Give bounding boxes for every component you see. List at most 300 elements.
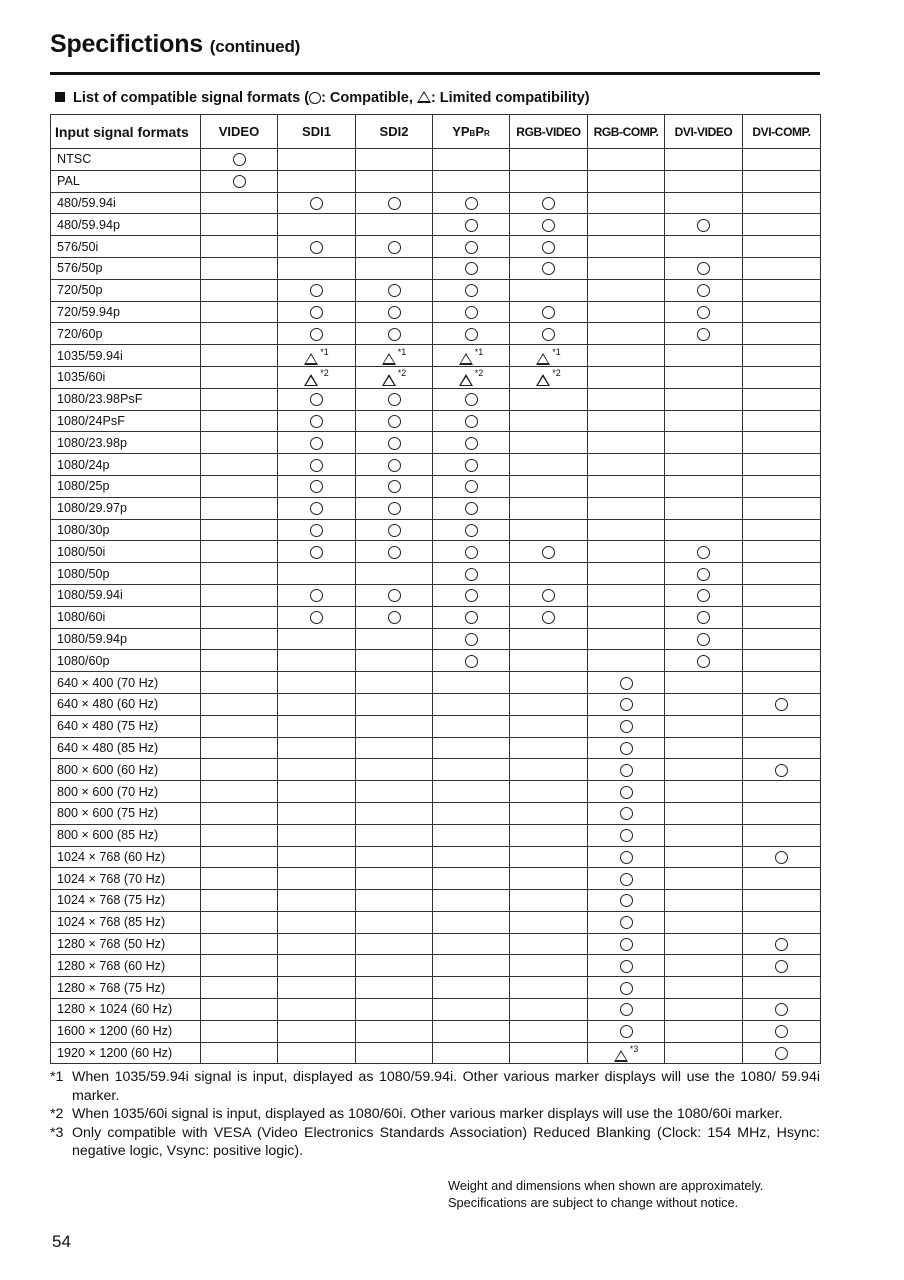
list-heading-prefix: List of compatible signal formats ( [73, 90, 310, 106]
compatibility-cell [278, 628, 356, 650]
circle-compatible-icon [542, 328, 555, 341]
circle-compatible-icon [465, 480, 478, 493]
compatibility-cell [433, 236, 510, 258]
compatibility-cell [665, 323, 743, 345]
compatibility-cell [278, 868, 356, 890]
circle-compatible-icon [388, 502, 401, 515]
compatibility-cell [201, 693, 278, 715]
footnote-ref: *1 [397, 346, 407, 357]
circle-compatible-icon [697, 655, 710, 668]
compatibility-cell [433, 868, 510, 890]
compatibility-cell [201, 497, 278, 519]
compatibility-cell [588, 606, 665, 628]
compatibility-cell [665, 454, 743, 476]
title-subtitle: (continued) [209, 37, 301, 56]
compatibility-cell [278, 454, 356, 476]
compatibility-cell [433, 454, 510, 476]
compatibility-cell [510, 737, 588, 759]
compatibility-cell [510, 584, 588, 606]
compatibility-cell [510, 693, 588, 715]
compatibility-cell [743, 345, 821, 367]
compatibility-cell [278, 759, 356, 781]
compatibility-cell [665, 955, 743, 977]
compatibility-cell [510, 999, 588, 1021]
compatibility-cell [510, 868, 588, 890]
signal-format-name: 1080/30p [51, 519, 201, 541]
compatibility-cell [588, 1042, 665, 1064]
compatibility-cell [356, 170, 433, 192]
table-row [51, 432, 821, 454]
compatibility-cell [743, 323, 821, 345]
compatibility-cell [665, 781, 743, 803]
compatibility-cell [588, 410, 665, 432]
compatibility-cell [743, 1042, 821, 1064]
table-row [51, 563, 821, 585]
compatibility-cell [665, 824, 743, 846]
compatibility-cell [278, 672, 356, 694]
circle-compatible-icon [465, 568, 478, 581]
compatibility-cell [743, 475, 821, 497]
circle-compatible-icon [775, 938, 788, 951]
compatibility-cell [588, 301, 665, 323]
signal-format-name: 576/50i [51, 236, 201, 258]
circle-compatible-icon [542, 262, 555, 275]
signal-format-name: 800 × 600 (70 Hz) [51, 781, 201, 803]
table-row [51, 781, 821, 803]
compatibility-cell [588, 279, 665, 301]
signal-format-name: PAL [51, 170, 201, 192]
compatibility-cell [356, 584, 433, 606]
compatibility-cell [510, 911, 588, 933]
compatibility-cell [356, 802, 433, 824]
compatibility-cell [588, 1020, 665, 1042]
compatibility-cell [278, 301, 356, 323]
circle-compatible-icon [310, 480, 323, 493]
compatibility-cell [433, 366, 510, 388]
compatibility-cell [356, 257, 433, 279]
compatibility-cell [278, 802, 356, 824]
triangle-limited-icon [614, 1050, 628, 1062]
compatibility-cell [743, 432, 821, 454]
compatibility-cell [356, 737, 433, 759]
signal-format-name: 1080/60i [51, 606, 201, 628]
circle-compatible-icon [465, 328, 478, 341]
circle-compatible-icon [309, 92, 321, 104]
footnote [50, 1105, 820, 1124]
compatibility-cell [433, 432, 510, 454]
compatibility-cell [588, 824, 665, 846]
circle-compatible-icon [775, 1003, 788, 1016]
compatibility-cell [743, 410, 821, 432]
compatibility-cell [510, 890, 588, 912]
compatibility-cell [665, 759, 743, 781]
circle-compatible-icon [465, 502, 478, 515]
compatibility-cell [278, 236, 356, 258]
circle-compatible-icon [697, 633, 710, 646]
compatibility-cell [356, 606, 433, 628]
ypbpr-b: B [469, 129, 476, 138]
compatibility-cell [201, 977, 278, 999]
compatibility-cell [743, 802, 821, 824]
compatibility-cell [356, 301, 433, 323]
compatibility-cell [201, 475, 278, 497]
compatibility-cell [665, 345, 743, 367]
compatibility-cell [743, 563, 821, 585]
circle-compatible-icon [620, 851, 633, 864]
circle-compatible-icon [775, 764, 788, 777]
compatibility-cell [356, 955, 433, 977]
footnote-ref: *1 [320, 346, 329, 357]
compatibility-cell [665, 214, 743, 236]
table-row [51, 149, 821, 171]
circle-compatible-icon [620, 894, 633, 907]
circle-compatible-icon [697, 306, 710, 319]
circle-compatible-icon [310, 459, 323, 472]
circle-compatible-icon [465, 393, 478, 406]
signal-format-name: 1024 × 768 (70 Hz) [51, 868, 201, 890]
circle-compatible-icon [465, 284, 478, 297]
compatibility-cell [278, 149, 356, 171]
signal-format-name: 1080/60p [51, 650, 201, 672]
compatibility-cell [588, 454, 665, 476]
compatibility-cell [743, 672, 821, 694]
table-row [51, 366, 821, 388]
compatibility-cell [588, 584, 665, 606]
circle-compatible-icon [542, 306, 555, 319]
circle-compatible-icon [697, 262, 710, 275]
compatibility-cell [201, 192, 278, 214]
circle-compatible-icon [697, 568, 710, 581]
compatibility-cell [743, 388, 821, 410]
compatibility-cell [433, 911, 510, 933]
compatibility-cell [510, 257, 588, 279]
compatibility-cell [743, 628, 821, 650]
footnote-marker: *1 [50, 1069, 64, 1085]
compatibility-cell [743, 236, 821, 258]
circle-compatible-icon [775, 851, 788, 864]
compatibility-cell [278, 977, 356, 999]
table-row [51, 868, 821, 890]
compatibility-cell [356, 890, 433, 912]
compatibility-cell [433, 170, 510, 192]
circle-compatible-icon [620, 764, 633, 777]
compatibility-cell [278, 846, 356, 868]
page-number: 54 [52, 1232, 71, 1251]
table-row [51, 170, 821, 192]
compatibility-cell [588, 366, 665, 388]
compatibility-cell [665, 475, 743, 497]
compatibility-cell [433, 715, 510, 737]
signal-format-name: 1080/59.94i [51, 584, 201, 606]
compatibility-cell [201, 759, 278, 781]
compatibility-cell [510, 802, 588, 824]
compatibility-cell [665, 802, 743, 824]
compatibility-cell [356, 563, 433, 585]
compatibility-cell [510, 388, 588, 410]
compatibility-cell [356, 933, 433, 955]
circle-compatible-icon [697, 284, 710, 297]
signal-format-name: 720/59.94p [51, 301, 201, 323]
circle-compatible-icon [388, 480, 401, 493]
compatibility-cell [510, 170, 588, 192]
compatibility-cell [510, 454, 588, 476]
table-row [51, 1020, 821, 1042]
compatibility-cell [433, 1020, 510, 1042]
circle-compatible-icon [310, 284, 323, 297]
circle-compatible-icon [233, 175, 246, 188]
circle-compatible-icon [465, 197, 478, 210]
compatibility-cell [278, 1042, 356, 1064]
compatibility-cell [201, 868, 278, 890]
circle-compatible-icon [465, 306, 478, 319]
list-heading [55, 90, 590, 106]
ypbpr-y: Y [452, 124, 461, 139]
compatibility-cell [743, 214, 821, 236]
compatibility-cell [743, 366, 821, 388]
compatibility-cell [278, 345, 356, 367]
compatibility-cell [588, 802, 665, 824]
compatibility-cell [201, 1020, 278, 1042]
compatibility-cell [588, 192, 665, 214]
circle-compatible-icon [388, 437, 401, 450]
table-row [51, 475, 821, 497]
circle-compatible-icon [388, 241, 401, 254]
circle-compatible-icon [310, 306, 323, 319]
circle-compatible-icon [542, 219, 555, 232]
compatibility-cell [510, 955, 588, 977]
compatibility-cell [665, 432, 743, 454]
signal-format-name: 1920 × 1200 (60 Hz) [51, 1042, 201, 1064]
compatibility-cell [665, 584, 743, 606]
column-header-ypbpr [433, 115, 510, 149]
compatibility-cell [743, 933, 821, 955]
signal-format-name: 1280 × 1024 (60 Hz) [51, 999, 201, 1021]
compatibility-cell [743, 911, 821, 933]
compatibility-cell [433, 541, 510, 563]
compatibility-cell [665, 388, 743, 410]
list-heading-compatible: : Compatible, [321, 90, 417, 106]
compatibility-cell [665, 279, 743, 301]
circle-compatible-icon [310, 502, 323, 515]
signal-format-name: 480/59.94i [51, 192, 201, 214]
compatibility-cell [510, 628, 588, 650]
compatibility-cell [665, 236, 743, 258]
circle-compatible-icon [620, 982, 633, 995]
circle-compatible-icon [620, 1003, 633, 1016]
compatibility-cell [356, 672, 433, 694]
compatibility-cell [588, 999, 665, 1021]
compatibility-cell [510, 563, 588, 585]
circle-compatible-icon [542, 197, 555, 210]
ypbpr-p2: P [475, 124, 484, 139]
circle-compatible-icon [542, 611, 555, 624]
compatibility-cell [278, 781, 356, 803]
compatibility-cell [433, 737, 510, 759]
circle-compatible-icon [465, 415, 478, 428]
compatibility-cell [201, 257, 278, 279]
table-row [51, 323, 821, 345]
compatibility-cell [278, 824, 356, 846]
compatibility-cell [510, 410, 588, 432]
compatibility-cell [510, 475, 588, 497]
table-row [51, 497, 821, 519]
footnote [50, 1068, 820, 1105]
signal-format-name: 1024 × 768 (75 Hz) [51, 890, 201, 912]
compatibility-cell [433, 759, 510, 781]
triangle-limited-icon [304, 374, 318, 386]
compatibility-cell [588, 236, 665, 258]
compatibility-cell [433, 890, 510, 912]
compatibility-cell [356, 410, 433, 432]
table-row [51, 214, 821, 236]
compatibility-cell [356, 824, 433, 846]
compatibility-cell [588, 650, 665, 672]
compatibility-cell [433, 933, 510, 955]
compatibility-cell [588, 759, 665, 781]
signal-format-name: 1080/23.98p [51, 432, 201, 454]
compatibility-cell [743, 192, 821, 214]
compatibility-cell [201, 606, 278, 628]
compatibility-cell [433, 192, 510, 214]
compatibility-cell [356, 650, 433, 672]
circle-compatible-icon [310, 393, 323, 406]
signal-format-table [50, 114, 821, 1064]
compatibility-cell [665, 890, 743, 912]
compatibility-cell [356, 759, 433, 781]
signal-format-name: 1080/24PsF [51, 410, 201, 432]
compatibility-cell [665, 563, 743, 585]
compatibility-cell [278, 715, 356, 737]
circle-compatible-icon [620, 829, 633, 842]
compatibility-cell [356, 977, 433, 999]
footnote-ref: *1 [552, 346, 561, 357]
compatibility-cell [588, 541, 665, 563]
compatibility-cell [201, 301, 278, 323]
compatibility-cell [588, 977, 665, 999]
compatibility-cell [743, 977, 821, 999]
compatibility-cell [743, 693, 821, 715]
column-header: SDI2 [356, 115, 433, 149]
compatibility-cell [665, 911, 743, 933]
footnote-ref: *2 [397, 368, 407, 379]
compatibility-cell [743, 584, 821, 606]
column-header: DVI-COMP. [743, 115, 821, 149]
compatibility-cell [588, 693, 665, 715]
compatibility-cell [588, 214, 665, 236]
circle-compatible-icon [233, 153, 246, 166]
compatibility-cell [201, 824, 278, 846]
circle-compatible-icon [388, 459, 401, 472]
page-header [50, 30, 820, 59]
circle-compatible-icon [310, 437, 323, 450]
circle-compatible-icon [465, 437, 478, 450]
compatibility-cell [743, 279, 821, 301]
table-header-row [51, 115, 821, 149]
compatibility-cell [356, 323, 433, 345]
circle-compatible-icon [775, 1047, 788, 1060]
compatibility-cell [201, 999, 278, 1021]
compatibility-cell [665, 1042, 743, 1064]
signal-format-name: 1024 × 768 (85 Hz) [51, 911, 201, 933]
compatibility-cell [278, 366, 356, 388]
compatibility-cell [278, 955, 356, 977]
signal-format-name: 1280 × 768 (60 Hz) [51, 955, 201, 977]
compatibility-cell [201, 737, 278, 759]
compatibility-cell [278, 257, 356, 279]
footnote-marker: *2 [50, 1106, 64, 1122]
compatibility-cell [510, 497, 588, 519]
compatibility-cell [356, 911, 433, 933]
table-row [51, 257, 821, 279]
compatibility-cell [278, 737, 356, 759]
triangle-limited-icon [417, 91, 431, 103]
footnote-text: When 1035/60i signal is input, displayed as 1080/60i. Other various marker displays will use the 1080/60i marker. [72, 1106, 783, 1122]
compatibility-cell [743, 737, 821, 759]
circle-compatible-icon [620, 1025, 633, 1038]
triangle-limited-icon [536, 374, 550, 386]
compatibility-cell [278, 410, 356, 432]
compatibility-cell [356, 214, 433, 236]
circle-compatible-icon [388, 197, 401, 210]
signal-format-name: 1035/59.94i [51, 345, 201, 367]
footnote-ref: *1 [474, 346, 484, 357]
table-row [51, 1042, 821, 1064]
compatibility-cell [743, 955, 821, 977]
compatibility-cell [201, 388, 278, 410]
compatibility-cell [201, 955, 278, 977]
compatibility-cell [588, 672, 665, 694]
compatibility-cell [510, 519, 588, 541]
compatibility-cell [665, 257, 743, 279]
circle-compatible-icon [388, 328, 401, 341]
circle-compatible-icon [620, 786, 633, 799]
compatibility-cell [356, 1042, 433, 1064]
compatibility-cell [433, 563, 510, 585]
compatibility-cell [665, 933, 743, 955]
circle-compatible-icon [775, 1025, 788, 1038]
circle-compatible-icon [388, 306, 401, 319]
compatibility-cell [356, 388, 433, 410]
compatibility-cell [201, 214, 278, 236]
circle-compatible-icon [310, 524, 323, 537]
compatibility-cell [588, 715, 665, 737]
triangle-limited-icon [459, 374, 473, 386]
compatibility-cell [665, 650, 743, 672]
compatibility-cell [201, 672, 278, 694]
circle-compatible-icon [388, 589, 401, 602]
footnote-ref: *2 [552, 368, 561, 379]
compatibility-cell [743, 999, 821, 1021]
compatibility-cell [743, 301, 821, 323]
circle-compatible-icon [465, 633, 478, 646]
compatibility-cell [433, 149, 510, 171]
compatibility-cell [201, 541, 278, 563]
circle-compatible-icon [697, 546, 710, 559]
compatibility-cell [588, 890, 665, 912]
square-bullet-icon [55, 92, 65, 102]
signal-format-name: 720/60p [51, 323, 201, 345]
signal-format-name: 1024 × 768 (60 Hz) [51, 846, 201, 868]
compatibility-cell [588, 432, 665, 454]
compatibility-cell [433, 999, 510, 1021]
compatibility-cell [510, 933, 588, 955]
column-header: RGB-VIDEO [510, 115, 588, 149]
compatibility-cell [510, 301, 588, 323]
footnote-text: Only compatible with VESA (Video Electronics Standards Association) Reduced Blanking (Clock: 154 MHz, Hsync: negative logic, Vsync: positive logic). [72, 1124, 820, 1159]
signal-format-name: 1280 × 768 (75 Hz) [51, 977, 201, 999]
compatibility-cell [510, 977, 588, 999]
footnote-ref: *3 [629, 1044, 639, 1055]
